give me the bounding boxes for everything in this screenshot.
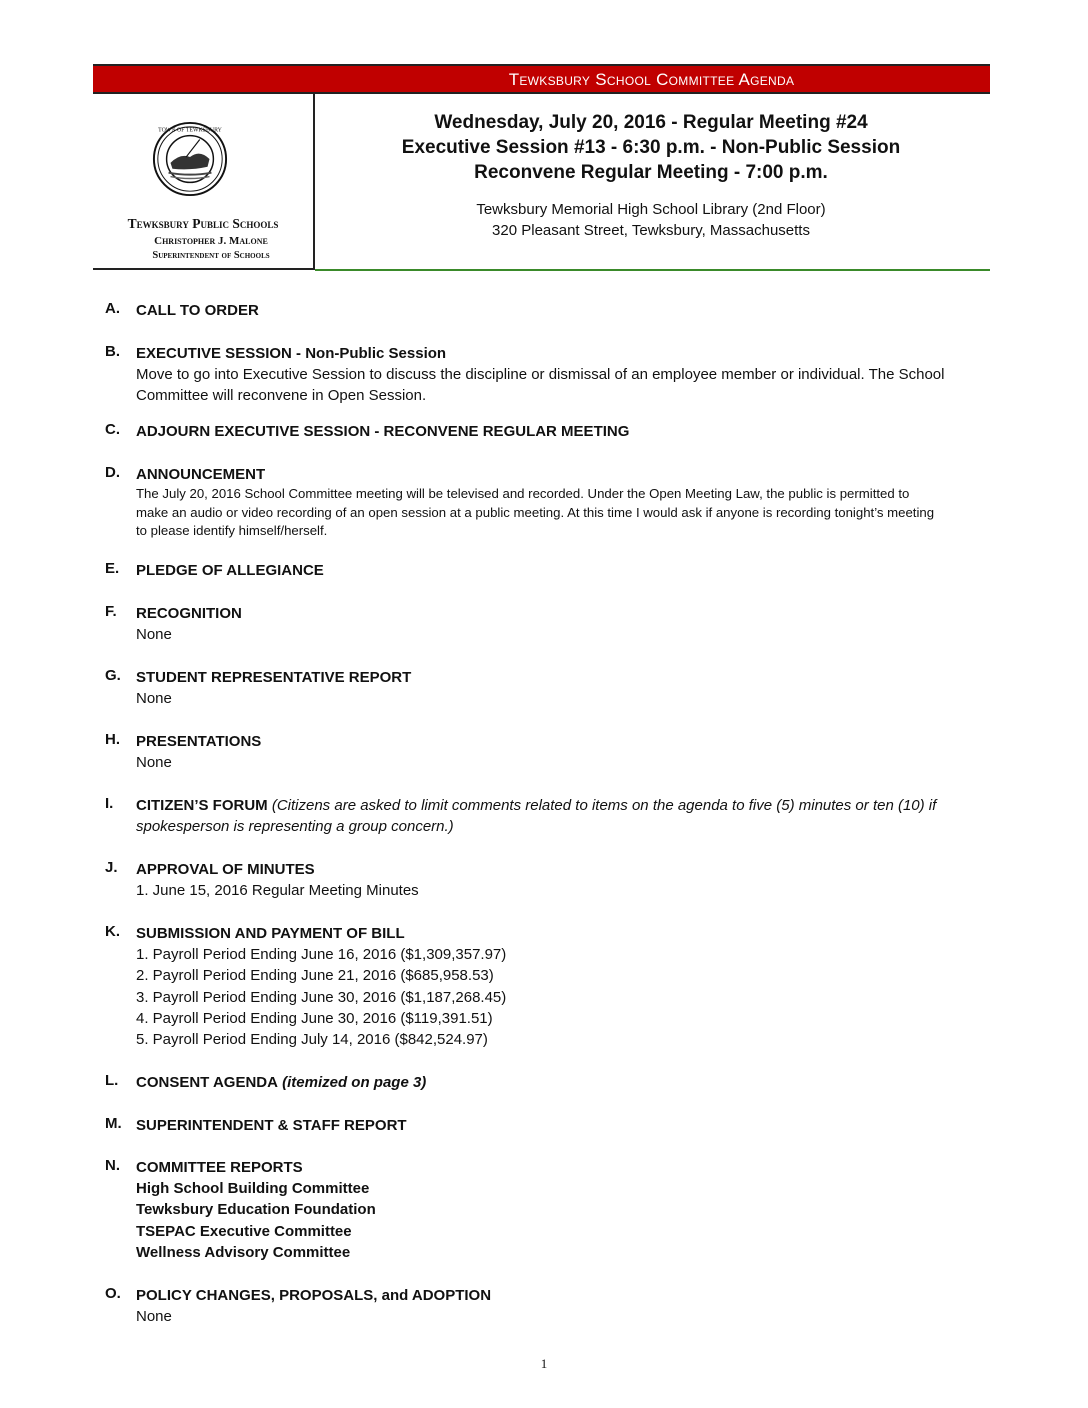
item-body: Committee will reconvene in Open Session. (136, 387, 427, 404)
item-body: make an audio or video recording of an open session at a public meeting. At this time I would ask if anyone is recording tonight’s meeting (136, 504, 935, 520)
organization-panel (93, 94, 315, 270)
item-title: COMMITTEE REPORTS (136, 1159, 303, 1176)
list-item: 1. June 15, 2016 Regular Meeting Minutes (136, 882, 419, 899)
meeting-date-line: Wednesday, July 20, 2016 - Regular Meeting #24 (434, 112, 868, 133)
item-body: None (136, 754, 172, 771)
item-title: CONSENT AGENDA (136, 1074, 278, 1091)
item-body: None (136, 1308, 172, 1325)
town-seal-icon (151, 120, 229, 198)
item-letter: M. (105, 1115, 122, 1132)
item-letter: H. (105, 731, 120, 748)
list-item: Wellness Advisory Committee (136, 1243, 351, 1261)
item-title: EXECUTIVE SESSION - Non-Public Session (136, 345, 447, 362)
superintendent-name: Christopher J. Malone (154, 235, 268, 247)
organization-name: Tewksbury Public Schools (127, 216, 279, 231)
location-address: 320 Pleasant Street, Tewksbury, Massachusetts (492, 222, 810, 239)
divider (93, 268, 315, 270)
list-item: TSEPAC Executive Committee (136, 1222, 352, 1240)
item-letter: E. (105, 560, 120, 577)
item-letter: K. (105, 923, 120, 940)
item-title: RECOGNITION (136, 605, 242, 622)
list-item: 4. Payroll Period Ending June 30, 2016 ($119,391.51) (136, 1009, 493, 1027)
item-letter: I. (105, 795, 114, 812)
divider-green (315, 269, 990, 271)
item-body: The July 20, 2016 School Committee meeting will be televised and recorded. Under the Open Meeting Law, the public is permitted to (136, 486, 910, 501)
superintendent-title: Superintendent of Schools (152, 250, 270, 261)
item-title: ANNOUNCEMENT (136, 466, 266, 483)
item-title: POLICY CHANGES, PROPOSALS, and ADOPTION (136, 1287, 492, 1304)
page-number: 1 (540, 1356, 548, 1371)
item-title: PLEDGE OF ALLEGIANCE (136, 562, 324, 579)
agenda-title: Tewksbury School Committee Agenda (508, 70, 795, 89)
item-body: None (136, 626, 172, 643)
item-title: PRESENTATIONS (136, 733, 262, 750)
meeting-info (315, 110, 987, 241)
item-note: spokesperson is representing a group concern.) (136, 818, 454, 835)
item-body: Move to go into Executive Session to discuss the discipline or dismissal of an employee member or individual. The School (136, 366, 945, 383)
list-item: Tewksbury Education Foundation (136, 1201, 376, 1219)
item-letter: G. (105, 667, 121, 684)
item-letter: O. (105, 1285, 121, 1302)
item-letter: J. (105, 859, 118, 876)
item-letter: L. (105, 1072, 119, 1089)
executive-session-line: Executive Session #13 - 6:30 p.m. - Non-Public Session (401, 137, 901, 158)
list-item: 3. Payroll Period Ending June 30, 2016 ($1,187,268.45) (136, 988, 507, 1006)
reconvene-line: Reconvene Regular Meeting - 7:00 p.m. (474, 162, 828, 183)
list-item: High School Building Committee (136, 1180, 370, 1197)
item-letter: C. (105, 421, 120, 438)
svg-text:TOWN OF TEWKSBURY: TOWN OF TEWKSBURY (158, 127, 222, 134)
item-letter: F. (105, 603, 117, 620)
item-title: STUDENT REPRESENTATIVE REPORT (136, 669, 412, 686)
item-note: (itemized on page 3) (277, 1074, 427, 1091)
item-body: to please identify himself/herself. (136, 523, 328, 538)
location-venue: Tewksbury Memorial High School Library (2nd Floor) (476, 201, 826, 218)
item-title: SUPERINTENDENT & STAFF REPORT (136, 1117, 407, 1134)
item-letter: A. (105, 300, 120, 317)
list-item: 1. Payroll Period Ending June 16, 2016 ($1,309,357.97) (136, 946, 507, 963)
item-title: CITIZEN’S FORUM (136, 797, 268, 814)
list-item: 5. Payroll Period Ending July 14, 2016 ($842,524.97) (136, 1031, 488, 1049)
item-note: (Citizens are asked to limit comments related to items on the agenda to five (5) minutes or ten (10) if (267, 797, 937, 814)
item-body: None (136, 690, 172, 707)
item-title: SUBMISSION AND PAYMENT OF BILL (136, 925, 405, 942)
item-letter: D. (105, 464, 120, 481)
list-item: 2. Payroll Period Ending June 21, 2016 ($685,958.53) (136, 967, 494, 985)
header-bar (93, 64, 990, 94)
item-letter: N. (105, 1157, 120, 1174)
item-letter: B. (105, 343, 120, 360)
item-title: ADJOURN EXECUTIVE SESSION - RECONVENE REGULAR MEETING (136, 423, 630, 440)
item-title: CALL TO ORDER (136, 302, 259, 319)
item-title: APPROVAL OF MINUTES (136, 861, 315, 878)
